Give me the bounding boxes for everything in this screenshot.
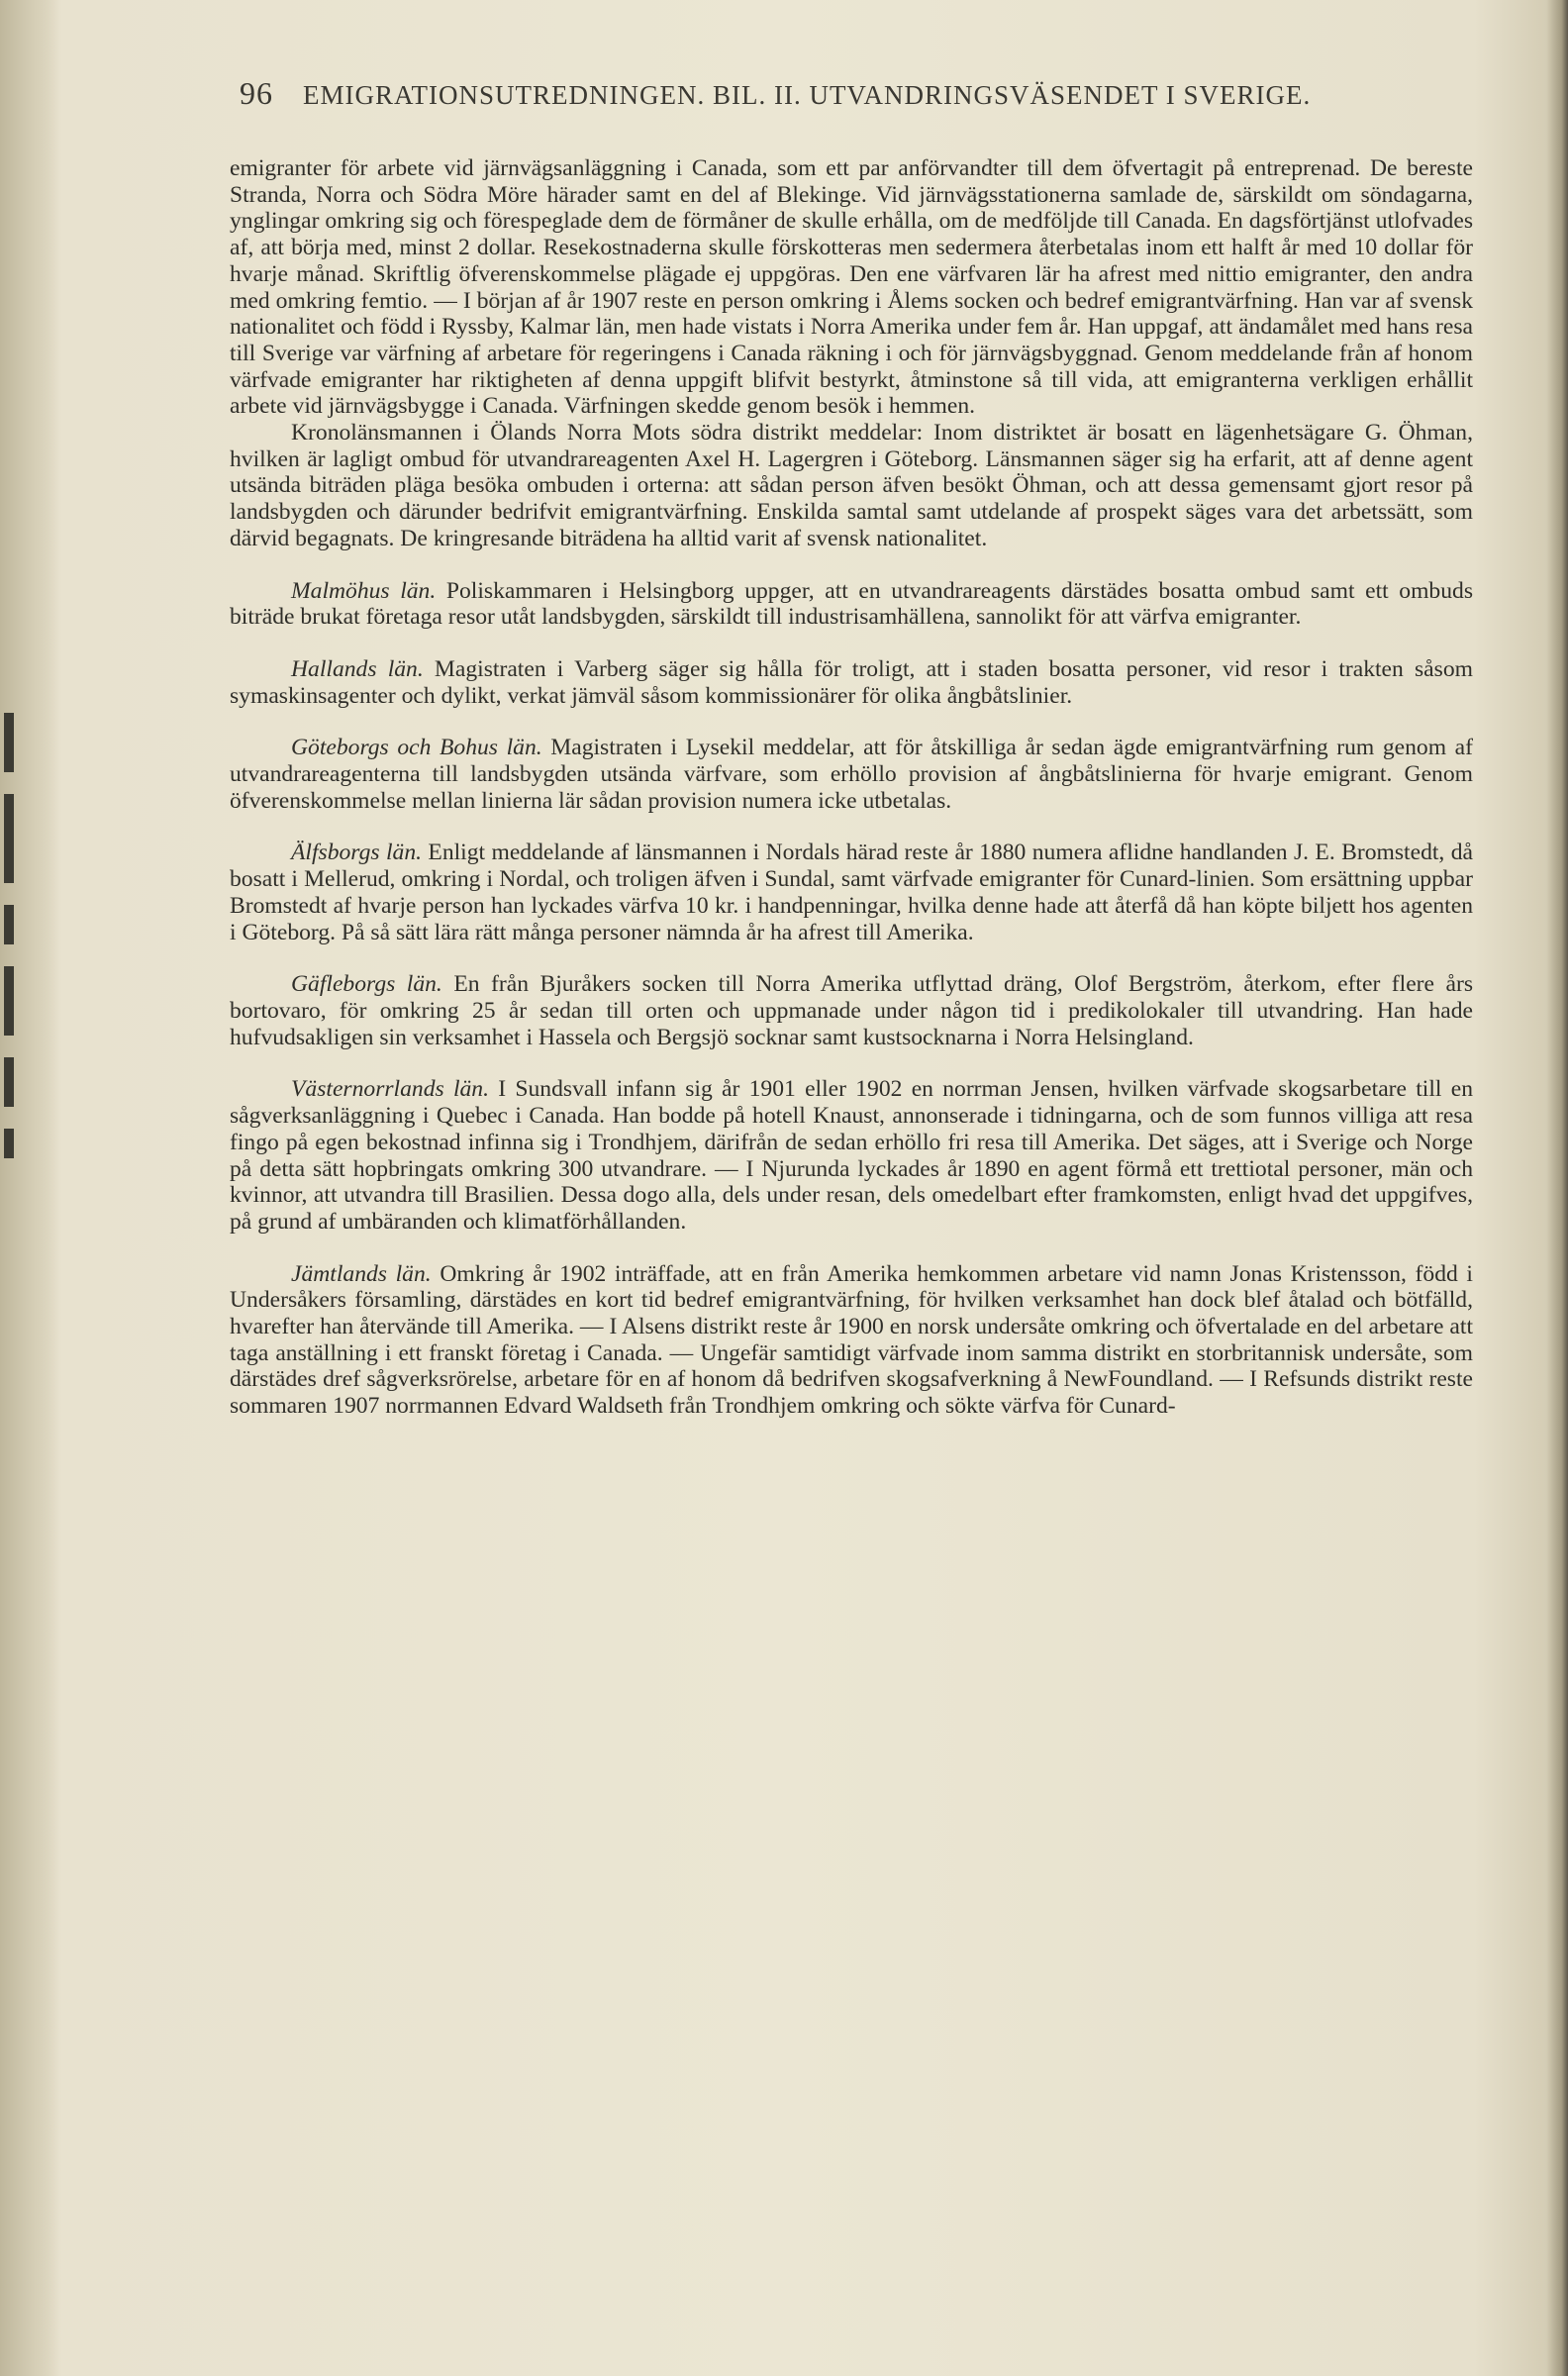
paragraph	[230, 578, 1473, 631]
county-heading: Gäfleborgs län.	[291, 971, 454, 998]
book-gutter	[0, 0, 59, 2376]
county-heading: Göteborgs och Bohus län.	[291, 735, 551, 761]
county-heading: Malmöhus län.	[291, 577, 446, 604]
paragraph-text: Kronolänsmannen i Ölands Norra Mots södra distrikt meddelar: Inom distriktet är bosatt en lägenhetsägare G. Öhman, hvilken är lagligt ombud för utvandrareagenten Axel H. Lagergren i Göteborg. Länsmannen säger sig ha erfarit, att af denne agent utsända biträden pläga besöka ombuden i orterna: att sådan person äfven besökt Öhman, och att dessa gemensamt gjort resor på landsbygden och därunder bedrifvit emigrantvärfning. Enskilda samtal samt utdelande af prospekt säges vara det arbetssätt, som därvid begagnats. De kringresande biträdena ha alltid varit af svensk nationalitet.	[230, 420, 1473, 551]
county-heading: Hallands län.	[291, 655, 435, 682]
gutter-marks	[4, 713, 18, 1228]
county-heading: Västernorrlands län.	[291, 1076, 499, 1103]
paragraph-text: Poliskammaren i Helsingborg uppger, att en utvandrareagents därstädes bosatta ombud samt ett ombuds biträde brukat företaga resor utåt landsbygden, särskildt till industrisamhällena, sannolikt för att värfva emigranter.	[230, 577, 1473, 631]
paragraph	[230, 1261, 1473, 1420]
page-content	[230, 75, 1473, 1420]
paragraph-text: Magistraten i Varberg säger sig hålla för troligt, att i staden bosatta personer, vid resor i trakten såsom symaskinsagenter och dylikt, verkat jämväl såsom kommissionärer för olika ångbåtslinier.	[230, 655, 1473, 709]
paragraph-text: I Sundsvall infann sig år 1901 eller 1902 en norrman Jensen, hvilken värfvade skogsarbetare till en sågverksanläggning i Quebec i Canada. Han bodde på hotell Knaust, annonserade i tidningarna, och de som funnos villiga att resa fingo på egen bekostnad infinna sig i Trondhjem, därifrån de sedan erhöllo fri resa till Amerika. Det säges, att i Sverige och Norge på detta sätt hopbringats omkring 300 utvandrare. — I Njurunda lyckades år 1890 en agent förmå ett trettiotal personer, män och kvinnor, att utvandra till Brasilien. Dessa dogo alla, dels under resan, dels omedelbart efter framkomsten, enligt hvad det uppgifves, på grund af umbäranden och klimatförhållanden.	[230, 1076, 1473, 1235]
running-head	[230, 75, 1473, 112]
page-edge	[1546, 0, 1568, 2376]
paragraph	[230, 420, 1473, 552]
paragraph-text: En från Bjuråkers socken till Norra Amerika utflyttad dräng, Olof Bergström, återkom, efter flere års bortovaro, för omkring 25 år sedan till orten och uppmanade under någon tid i predikolokaler till utvandring. Han hade hufvudsakligen sin verksamhet i Hassela och Bergsjö socknar samt kustsocknarna i Norra Helsingland.	[230, 971, 1474, 1050]
county-heading: Jämtlands län.	[291, 1260, 441, 1287]
paragraph	[230, 840, 1473, 945]
paragraph-text: Enligt meddelande af länsmannen i Nordals härad reste år 1880 numera aflidne handlanden J. E. Bromstedt, då bosatt i Mellerud, omkring i Nordal, och troligen äfven i Sundal, samt värfvade emigranter för Cunard-linien. Som ersättning uppbar Bromstedt af hvarje person han lyckades värfva 10 kr. i handpenningar, hvilka denne hade att återfå då han köpte biljett hos agenten i Göteborg. På så sätt lära rätt många personer nämnda år ha afrest till Amerika.	[230, 840, 1473, 945]
paragraph	[230, 971, 1473, 1050]
county-heading: Älfsborgs län.	[291, 840, 429, 866]
paragraph	[230, 656, 1473, 709]
paragraph-text: Omkring år 1902 inträffade, att en från Amerika hemkommen arbetare vid namn Jonas Kristensson, född i Undersåkers församling, därstädes en kort tid bedref emigrantvärfning, för hvilken verksamhet han dock blef åtalad och bötfälld, hvarefter han återvände till Amerika. — I Alsens distrikt reste år 1900 en norsk undersåte omkring och öfvertalade en del arbetare att taga anställning i ett franskt företag i Canada. — Ungefär samtidigt värfvade inom samma distrikt en storbritannisk undersåte, som därstädes dref sågverksrörelse, arbetare för en af honom då bedrifven skogsafverkning å NewFoundland. — I Refsunds distrikt reste sommaren 1907 norrmannen Edvard Waldseth från Trondhjem omkring och sökte värfva för Cunard-	[230, 1260, 1473, 1420]
paragraph-text: emigranter för arbete vid järnvägsanläggning i Canada, som ett par anförvandter till dem öfvertagit på entreprenad. De bereste Stranda, Norra och Södra Möre härader samt en del af Blekinge. Vid järnvägsstationerna samlade de, särskildt om söndagarna, ynglingar omkring sig och förespeglade dem de förmåner de skulle erhålla, om de medföljde till Canada. En dagsförtjänst utlofvades af, att börja med, minst 2 dollar. Resekostnaderna skulle förskotteras men sedermera återbetalas inom ett halft år med 10 dollar för hvarje månad. Skriftlig öfverenskommelse plägade ej uppgöras. Den ene värfvaren lär ha afrest med nittio emigranter, den andra med omkring femtio. — I början af år 1907 reste en person omkring i Ålems socken och bedref emigrantvärfning. Han var af svensk nationalitet och född i Ryssby, Kalmar län, men hade vistats i Norra Amerika under fem år. Han uppgaf, att ändamålet med hans resa till Sverige var värfning af arbetare för regeringens i Canada räkning i och för järnvägsbyggnad. Genom meddelande från af honom värfvade emigranter har riktigheten af denna uppgift blifvit bestyrkt, åtminstone så till vida, att emigranterna verkligen erhållit arbete vid järnvägsbygge i Canada. Värfningen skedde genom besök i hemmen.	[230, 155, 1473, 420]
paragraph-text: Magistraten i Lysekil meddelar, att för åtskilliga år sedan ägde emigrantvärfning rum genom af utvandrareagenterna till landsbygden utsända värfvare, som erhöllo provision af ångbåtslinierna för hvarje emigrant. Genom öfverenskommelse mellan linierna lär sådan provision numera icke utbetalas.	[230, 735, 1473, 814]
paragraph	[230, 155, 1473, 420]
body-text	[230, 155, 1473, 1420]
paragraph	[230, 735, 1473, 814]
running-title: EMIGRATIONSUTREDNINGEN. BIL. II. UTVANDRINGSVÄSENDET I SVERIGE.	[303, 80, 1312, 110]
paragraph	[230, 1076, 1473, 1235]
page-number: 96	[240, 75, 273, 111]
